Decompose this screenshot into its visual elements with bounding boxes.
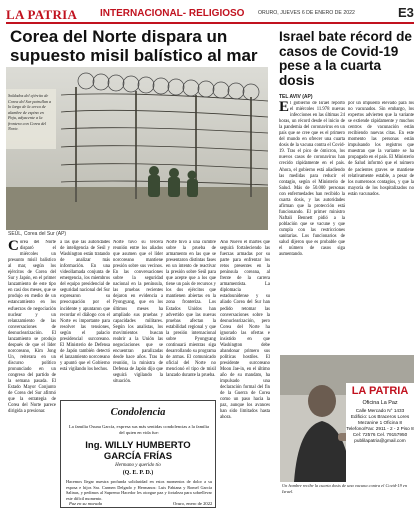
story-credit: SEÚL, Corea del Sur (AP) xyxy=(8,231,67,237)
ad-brand: LA PATRIA xyxy=(351,385,409,397)
article-text: orea del Norte disparó el miércoles un presunto misil balístico al mar, según los ejércitos de Corea del Sur y Japón, en el primer lanzamiento de este tipo en casi dos meses, que se produjo en medio de un estancamiento en los esfuerzos de negociación nuclear y un relanzamiento de las conversaciones de desnuclearización. El lanzamiento se produjo después de que el líder norcoreano, Kim Jong Un, reiterara en un discurso político pronunciado en un congreso del partido de la semana pasada. El Estado Mayor Conjunto de Corea del Sur afirmó que la estrategia de Corea del Norte parece dirigida a presionar. xyxy=(8,240,56,415)
la-patria-office-ad xyxy=(346,383,414,483)
photo-caption-2: Un hombre recibe la cuarta dosis de una vacuna contra el Covid-19 en Israel. xyxy=(282,483,408,494)
ad-cell: Cel: 72576 Cel. 79157950 xyxy=(352,432,408,438)
headline-israel-covid: Israel bate récord de casos de Covid-19 pese a la cuarta dosis xyxy=(279,29,412,88)
headline-north-korea: Corea del Norte dispara un supuesto misil balístico al mar xyxy=(10,27,258,65)
page-number: E3 xyxy=(398,5,414,20)
condolence-date: Oruro, enero de 2022 xyxy=(173,501,213,506)
condolence-rip: (Q. E. P. D.) xyxy=(122,470,154,476)
deceased-name: Ing. WILLY HUMBERTO xyxy=(85,440,191,451)
article2-column-1: El gobierno de Israel reportó el miércoles 11.978 nuevas infecciones en las últimas 24 horas, un récord desde el inicio de la pandemia del coronavirus en un país que se cree que es el primero del mundo en ofrecer una cuarta dosis de la vacuna contra el Covid-19. Tras el pico de ómicron, los nuevos casos de coronavirus han crecido rápidamente en el país. Ahora, el gobierno está añadiendo las medidas para reducir el contagio, según el Ministerio de Salud. Más de 50.000 personas con enfermedades han recibido la cuarta dosis, y las autoridades afirman que la protección está funcionando. El primer ministro Naftali Bennett pidió a la población que se vacune y que cumpla con las restricciones sanitarias. Los funcionarios de salud dijeron que es probable que el número de casos siga aumentando. xyxy=(279,101,345,258)
article-column-3: Norte tuvo su tercera reunión entre los aliados que asumen que el líder norcoreano mantiene presión sobre sus vecinos. En las conversaciones sobre la seguridad nacional en la península, las pruebas recientes dejaron en evidencia a Pyongyang, que en los últimos meses ha ampliado sus pruebas y capacidades militares. Según los analistas, los movimientos buscan reabrir a la Unión las negociaciones que se encuentran paralizadas desde hace años. Tras la reunión, la ministra de Defensa de Japón dijo que seguirá vigilando la situación. xyxy=(113,240,163,385)
photo-border-fence xyxy=(6,67,268,230)
condolence-body: Hacemos llegar nuestra profunda solidaridad en estos momentos de dolor a su esposa e hijos Sra. Carmen Delgado y Hermanos: Luis Fabiana y Romel García Salinas, y pedimos al Supremo Hacedor les otorgue paz y fortaleza para sobrellevar este difícil momento. xyxy=(66,479,212,501)
ad-details xyxy=(346,408,414,445)
article-column-1: Corea del Norte disparó el miércoles un presunto misil balístico al mar, según los ejércitos de Corea del Sur y Japón, en el primer lanzamiento de este tipo en casi dos meses, que se produjo en medio de un estancamiento en los esfuerzos de negociación nuclear y un relanzamiento de las conversaciones de desnuclearización. El lanzamiento se produjo después de que el líder norcoreano, Kim Jong Un, reiterara en un discurso político pronunciado en un congreso del partido de la semana pasada. El Estado Mayor Conjunto de Corea del Sur afirmó que la estrategia de Corea del Norte parece dirigida a presionar. xyxy=(8,240,56,415)
condolence-intro: La familia Osuna García, expresa sus más sentidas condolencias a la familia del quien en vida fue: xyxy=(68,424,210,435)
dateline: ORURO, JUEVES 6 DE ENERO DE 2022 xyxy=(258,10,355,16)
ad-building: Edificio: Los Braceros Lores Mezanine 1 Oficina 8 xyxy=(350,414,410,426)
ad-email[interactable]: publilapatria@gmail.com xyxy=(354,438,406,444)
story-credit-2: TEL AVIV (AP) xyxy=(279,94,313,100)
photo-caption: Soldados del ejército de Corea del Sur patrullan a lo largo de la cerca de alambre de espino en Paju, adyacente a la frontera con Corea del Norte. xyxy=(8,93,52,131)
article2-text: l gobierno de Israel reportó el miércoles 11.978 nuevas infecciones en las últimas 24 horas, un récord desde el inicio de la pandemia del coronavirus en un país que se cree que es el primero del mundo en ofrecer una cuarta dosis de la vacuna contra el Covid-19. Tras el pico de ómicron, los nuevos casos de coronavirus han crecido rápidamente en el país. Ahora, el gobierno está añadiendo las medidas para reducir el contagio, según el Ministerio de Salud. Más de 50.000 personas con enfermedades han recibido la cuarta dosis, y las autoridades afirman que la protección está funcionando. El primer ministro Naftali Bennett pidió a la población que se vacune y que cumpla con las restricciones sanitarias. Los funcionarios de salud dijeron que es probable que el número de casos siga aumentando. xyxy=(279,101,345,258)
section-title: INTERNACIONAL- RELIGIOSO xyxy=(100,8,245,19)
deceased-surname: GARCÍA FRÍAS xyxy=(103,451,173,462)
header-rule xyxy=(6,22,414,24)
ad-phone: Telefono/Fax: 2911 - 2 - 2 Piso 8 xyxy=(346,426,414,432)
ad-office: Oficina La Paz xyxy=(362,400,398,406)
condolence-notice xyxy=(60,400,216,508)
article-column-5: Año Nuevo el martes que seguirá fortaleciendo las fuerzas armadas por su parte para enfrentar los retos presentes en la península coreana, al frente de la carrera armamentista. La diplomacia estadounidense y su aliado Corea del Sur han pedido retomar las conversaciones sobre la desnuclearización, pero Corea del Norte ha ignorado las ofertas e insistido en que Washington debe abandonar primero sus políticas hostiles. El presidente surcoreano Moon Jae-in, en el último año de su mandato, ha impulsado una declaración formal del fin de la Guerra de Corea como un paso hacia la paz, aunque los avances han sido limitados hasta ahora. xyxy=(220,240,270,421)
condolence-sign: Paz en su morada xyxy=(69,501,103,506)
ad-address: Calle Mercado N° 1433 xyxy=(355,408,405,413)
article-column-2: a las que las autoridades de inteligencia de Seúl y Washington están tratando de analizar más información. En una videollamada conjunta de emergencia, los miembros del equipo presidencial de seguridad nacional del Sur expresaron su preocupación por el incidente y apuntaron que recordar el diálogo con el Norte es importante para resolver las tensiones, según el palacio presidencial surcoreano. El Ministerio de Defensa de Japón también detectó el lanzamiento norcoreano y apuntó que el Gobierno está vigilando los hechos. xyxy=(60,240,110,372)
condolence-relation: Hermano y querido tío xyxy=(115,463,161,468)
article2-column-2: por un impuesto elevado para los no vacunados. Sin embargo, los expertos advierten que la variante se extiende rápidamente y muchos centros de vacunación están recibiendo nuevas citas. En este momento las personas están impulsando los registros que muestran que la variante se ha propagado en el país. El Ministerio de Salud informó que el número de pacientes graves se mantiene relativamente estable, a pesar de los numerosos contagios, y que la mayoría de los hospitalizados no están vacunados. xyxy=(348,101,414,197)
condolence-title: Condolencia xyxy=(110,407,166,418)
masthead-logo: LA PATRIA xyxy=(6,7,78,22)
article-column-4: Norte tuvo a una cumbre sobre la prueba de armamento en las que se presentaron distintas fases en un intento de reactivar la presión sobre Seúl para que acepte que a los que tiene un país de recursos y los dos ejércitos que mantienen abiertas en la zona fronteriza. Los Estados Unidos han advertido que las nuevas pruebas afectan la estabilidad regional y que la presión internacional sobre Pyongyang continuará mientras siga desarrollando su programa de armas. El comunicado oficial del Norte no mencionó el tipo de misil lanzado durante la prueba. xyxy=(166,240,216,379)
